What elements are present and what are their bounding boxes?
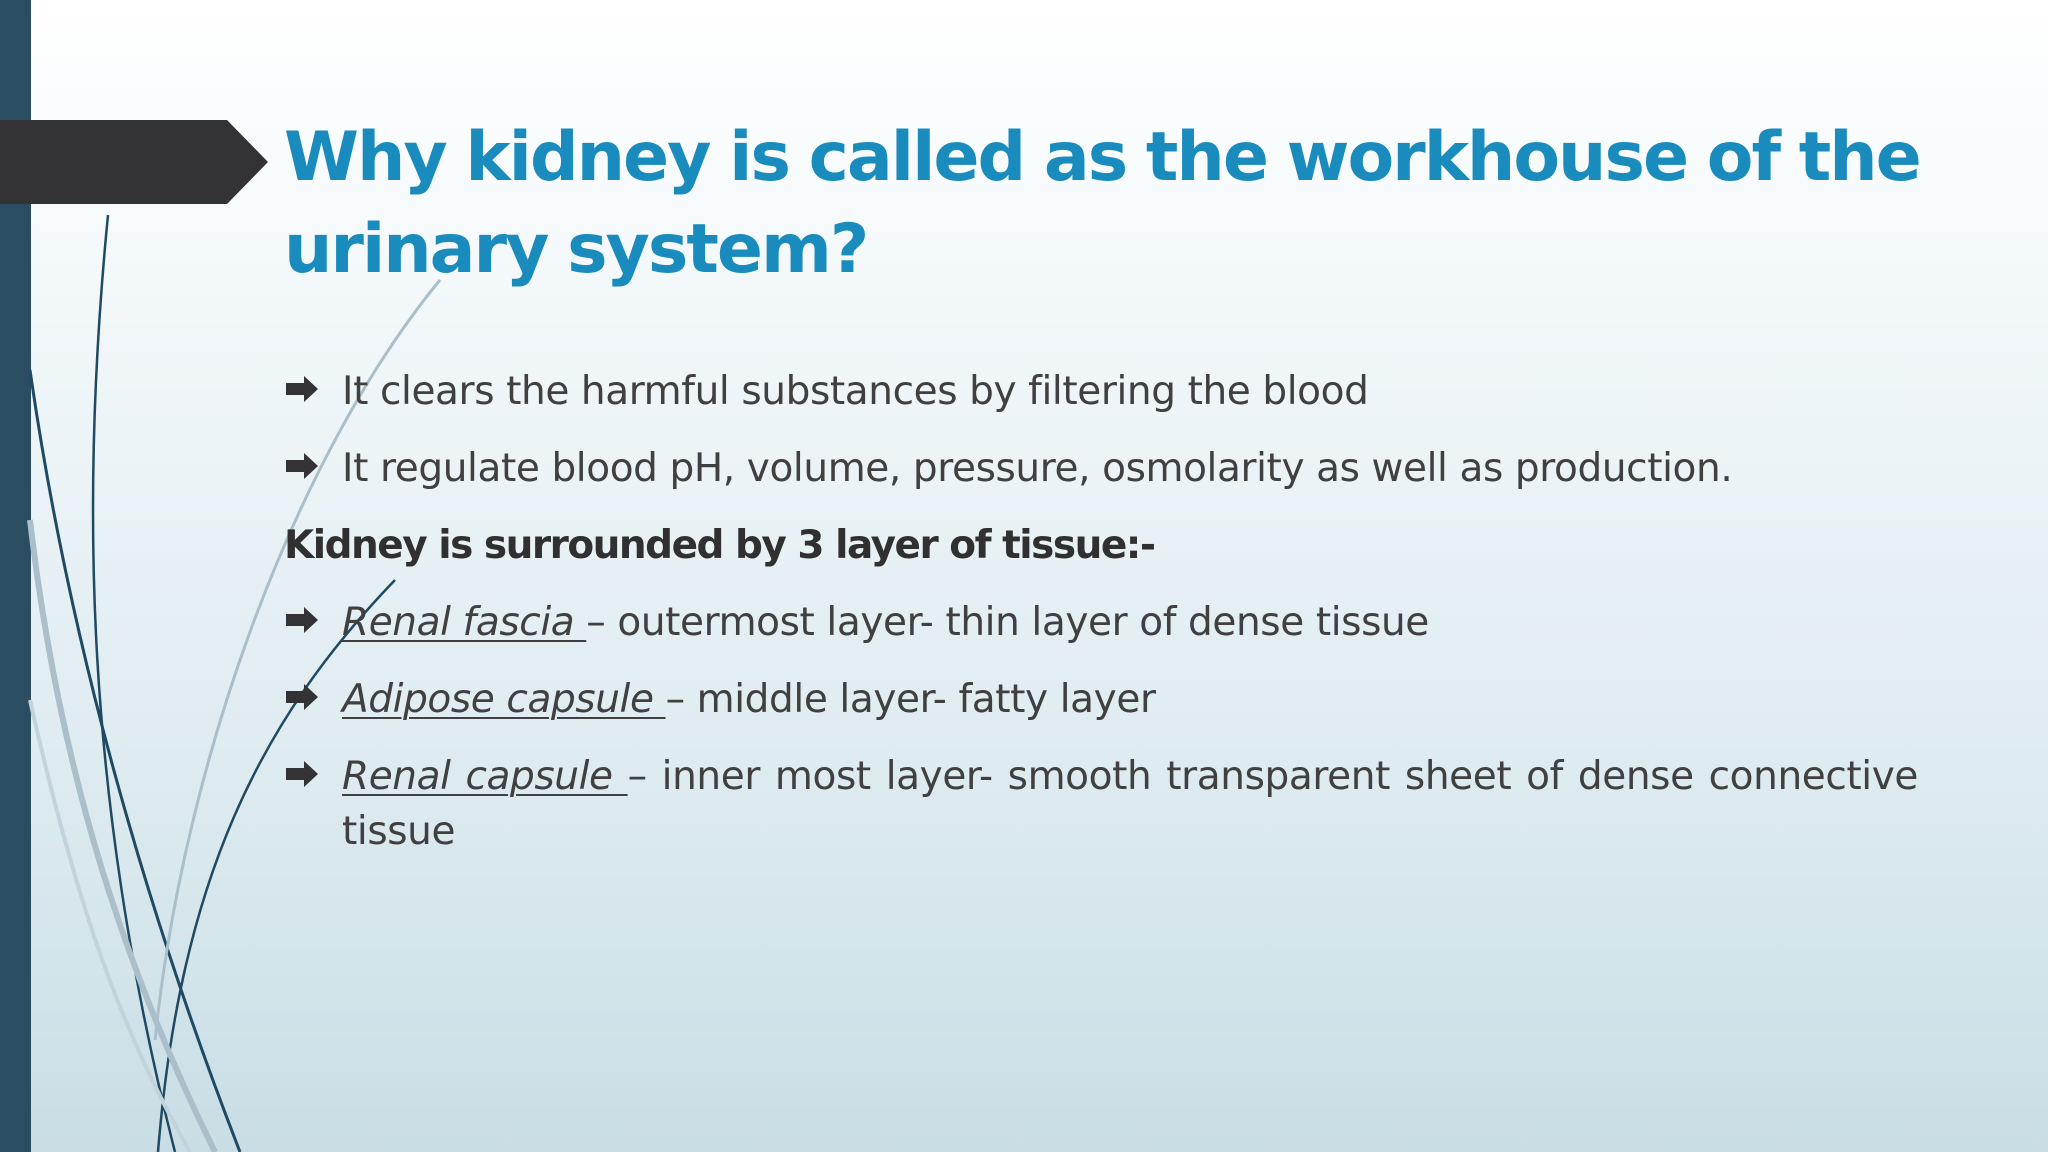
section-subheading: Kidney is surrounded by 3 layer of tissue:- — [284, 523, 1155, 568]
right-arrow-bullet-icon — [284, 605, 320, 635]
right-arrow-bullet-icon — [284, 682, 320, 712]
layer-description: – middle layer- fatty layer — [665, 677, 1156, 722]
bullet-item — [284, 364, 1918, 419]
layer-description: – inner most layer- smooth transparent sheet of dense connective tissue — [342, 754, 1919, 854]
layer-bullet-item — [284, 595, 1918, 650]
slide-content — [284, 364, 1918, 881]
layer-term: Adipose capsule — [342, 677, 666, 722]
decorative-curve-dark-1 — [93, 215, 175, 1152]
layer-bullet-item — [284, 749, 1918, 859]
decorative-curve-light-2 — [30, 520, 215, 1152]
bullet-text: It clears the harmful substances by filtering the blood — [342, 369, 1369, 414]
right-arrow-bullet-icon — [284, 374, 320, 404]
right-arrow-bullet-icon — [284, 451, 320, 481]
layer-term: Renal capsule — [342, 754, 628, 799]
bullet-text: It regulate blood pH, volume, pressure, osmolarity as well as production. — [342, 446, 1733, 491]
layer-term: Renal fascia — [342, 600, 587, 645]
title-arrow-tab — [0, 120, 268, 204]
layer-bullet-item — [284, 672, 1918, 727]
slide-title: Why kidney is called as the workhouse of the urinary system? — [284, 118, 1920, 289]
bullet-item — [284, 441, 1918, 496]
right-arrow-bullet-icon — [284, 759, 320, 789]
layer-description: – outermost layer- thin layer of dense tissue — [586, 600, 1429, 645]
